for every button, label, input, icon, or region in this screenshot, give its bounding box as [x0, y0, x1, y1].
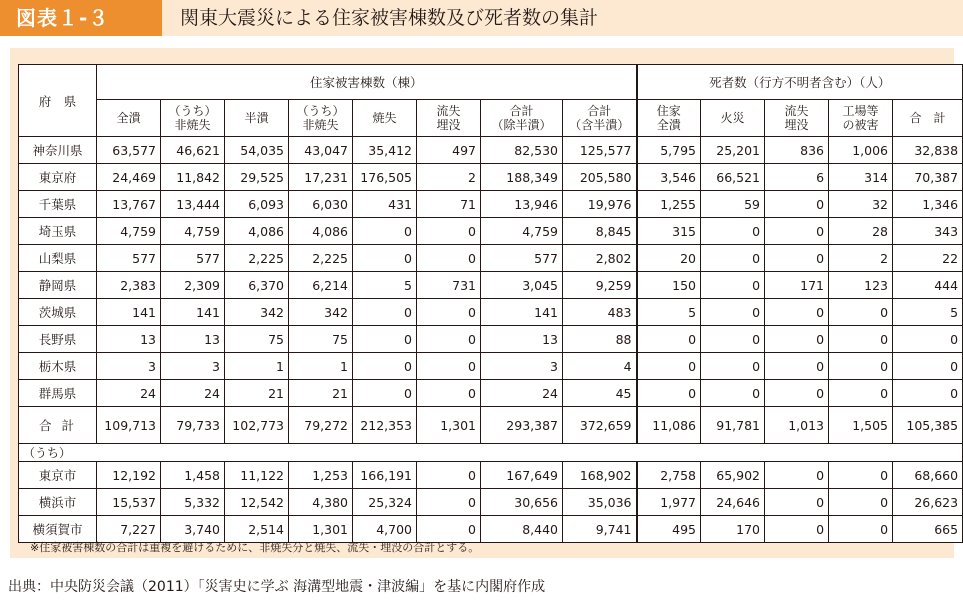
- table-cell: 0: [765, 489, 829, 516]
- table-cell: 0: [417, 489, 481, 516]
- table-cell: 2: [829, 245, 893, 272]
- table-cell: 5,332: [161, 489, 225, 516]
- table-cell: 5,795: [637, 137, 701, 164]
- page-title: 関東大震災による住家被害棟数及び死者数の集計: [180, 7, 599, 29]
- table-cell: 577: [161, 245, 225, 272]
- table-cell: 8,440: [481, 516, 563, 543]
- table-cell: 11,086: [637, 407, 701, 444]
- table-cell: 59: [701, 191, 765, 218]
- column-header: [353, 100, 417, 137]
- table-cell: 836: [765, 137, 829, 164]
- group-deaths-header: 死者数（行方不明者含む）（人）: [637, 65, 963, 100]
- table-cell: 65,902: [701, 462, 765, 489]
- table-cell: 0: [765, 380, 829, 407]
- column-header-line1: 焼失: [372, 111, 397, 125]
- table-cell: 0: [417, 218, 481, 245]
- table-cell: 28: [829, 218, 893, 245]
- column-header-line1: 流失: [784, 104, 809, 118]
- row-name: 千葉県: [19, 191, 97, 218]
- table-cell: 3,546: [637, 164, 701, 191]
- column-header-line2: 全潰: [656, 118, 681, 132]
- table-cell: 0: [893, 353, 963, 380]
- table-cell: 2,309: [161, 272, 225, 299]
- table-cell: 293,387: [481, 407, 563, 444]
- table-cell: 2,802: [563, 245, 637, 272]
- table-cell: 205,580: [563, 164, 637, 191]
- table-cell: 150: [637, 272, 701, 299]
- table-cell: 123: [829, 272, 893, 299]
- row-name: 静岡県: [19, 272, 97, 299]
- subtotal-label-row: [19, 444, 963, 462]
- table-cell: 6,370: [225, 272, 289, 299]
- table-cell: 25,324: [353, 489, 417, 516]
- table-cell: 0: [765, 191, 829, 218]
- table-cell: 141: [481, 299, 563, 326]
- table-cell: 13,767: [97, 191, 161, 218]
- table-row: [19, 299, 963, 326]
- table-cell: 45: [563, 380, 637, 407]
- footnote: ※住家被害棟数の合計は重複を避けるために、非焼失分と焼失、流失・埋没の合計とする。: [30, 541, 480, 554]
- source-citation: 出典：中央防災会議（2011）「災害史に学ぶ 海溝型地震・津波編」を基に内閣府作成: [8, 579, 546, 595]
- table-cell: 431: [353, 191, 417, 218]
- column-header: [829, 100, 893, 137]
- table-cell: 109,713: [97, 407, 161, 444]
- column-header-line1: 工場等: [842, 104, 879, 118]
- column-header: [637, 100, 701, 137]
- table-cell: 0: [893, 380, 963, 407]
- table-cell: 0: [353, 380, 417, 407]
- table-cell: 13,946: [481, 191, 563, 218]
- column-header: [289, 100, 353, 137]
- table-cell: 4,380: [289, 489, 353, 516]
- column-header-line1: 合計: [509, 104, 534, 118]
- table-cell: 35,036: [563, 489, 637, 516]
- table-cell: 4,086: [225, 218, 289, 245]
- column-header: [161, 100, 225, 137]
- table-cell: 0: [765, 326, 829, 353]
- row-header-prefecture: 府 県: [19, 65, 97, 137]
- table-cell: 105,385: [893, 407, 963, 444]
- table-cell: 13: [481, 326, 563, 353]
- table-cell: 22: [893, 245, 963, 272]
- table-cell: 0: [701, 272, 765, 299]
- row-name: 栃木県: [19, 353, 97, 380]
- table-cell: 9,259: [563, 272, 637, 299]
- table-cell: 24: [97, 380, 161, 407]
- table-cell: 13: [161, 326, 225, 353]
- table-cell: 102,773: [225, 407, 289, 444]
- table-cell: 4,759: [481, 218, 563, 245]
- column-header-line2: （除半潰）: [491, 118, 552, 132]
- column-header: [765, 100, 829, 137]
- table-cell: 24: [481, 380, 563, 407]
- table-cell: 2,225: [289, 245, 353, 272]
- table-cell: 13,444: [161, 191, 225, 218]
- table-cell: 75: [225, 326, 289, 353]
- table-cell: 167,649: [481, 462, 563, 489]
- table-cell: 0: [637, 353, 701, 380]
- group-header-row: [19, 65, 963, 100]
- table-cell: 497: [417, 137, 481, 164]
- table-cell: 1,458: [161, 462, 225, 489]
- row-name: 山梨県: [19, 245, 97, 272]
- table-cell: 141: [97, 299, 161, 326]
- table-cell: 0: [637, 380, 701, 407]
- table-cell: 24,646: [701, 489, 765, 516]
- table-cell: 577: [481, 245, 563, 272]
- row-name: 埼玉県: [19, 218, 97, 245]
- table-cell: 0: [353, 353, 417, 380]
- column-header-line2: （含半潰）: [569, 118, 630, 132]
- table-cell: 0: [829, 380, 893, 407]
- table-cell: 1,255: [637, 191, 701, 218]
- table-cell: 0: [353, 218, 417, 245]
- table-cell: 444: [893, 272, 963, 299]
- table-cell: 32,838: [893, 137, 963, 164]
- table-cell: 166,191: [353, 462, 417, 489]
- table-cell: 0: [417, 299, 481, 326]
- column-header: [225, 100, 289, 137]
- table-cell: 342: [289, 299, 353, 326]
- table-cell: 1,013: [765, 407, 829, 444]
- table-cell: 26,623: [893, 489, 963, 516]
- table-cell: 0: [829, 462, 893, 489]
- row-name: 茨城県: [19, 299, 97, 326]
- group-housing-header: 住家被害棟数（棟）: [97, 65, 637, 100]
- table-row: [19, 407, 963, 444]
- table-cell: 665: [893, 516, 963, 543]
- column-header: [417, 100, 481, 137]
- column-header-line1: 合 計: [909, 111, 946, 125]
- table-cell: 32: [829, 191, 893, 218]
- column-header-line1: 全潰: [116, 111, 141, 125]
- table-cell: 3: [481, 353, 563, 380]
- table-cell: 9,741: [563, 516, 637, 543]
- table-cell: 1,301: [289, 516, 353, 543]
- table-cell: 2: [417, 164, 481, 191]
- table-cell: 0: [353, 326, 417, 353]
- table-row: [19, 353, 963, 380]
- table-cell: 91,781: [701, 407, 765, 444]
- table-cell: 71: [417, 191, 481, 218]
- table-cell: 21: [289, 380, 353, 407]
- table-cell: 2,225: [225, 245, 289, 272]
- table-cell: 8,845: [563, 218, 637, 245]
- column-header-line2: の被害: [842, 118, 879, 132]
- table-cell: 1,505: [829, 407, 893, 444]
- table-cell: 63,577: [97, 137, 161, 164]
- table-cell: 17,231: [289, 164, 353, 191]
- table-cell: 0: [417, 326, 481, 353]
- column-header-line1: （うち）: [296, 104, 345, 118]
- table-cell: 2,514: [225, 516, 289, 543]
- table-cell: 0: [417, 516, 481, 543]
- table-cell: 0: [829, 299, 893, 326]
- table-cell: 4,759: [97, 218, 161, 245]
- table-cell: 46,621: [161, 137, 225, 164]
- column-header: [893, 100, 963, 137]
- table-cell: 0: [829, 326, 893, 353]
- table-row: [19, 326, 963, 353]
- table-cell: 75: [289, 326, 353, 353]
- table-cell: 0: [417, 462, 481, 489]
- column-header-line2: 埋没: [784, 118, 809, 132]
- table-cell: 5: [893, 299, 963, 326]
- table-cell: 495: [637, 516, 701, 543]
- table-row: [19, 462, 963, 489]
- table-cell: 0: [829, 516, 893, 543]
- table-cell: 0: [701, 299, 765, 326]
- table-cell: 35,412: [353, 137, 417, 164]
- table-row: [19, 489, 963, 516]
- table-cell: 6,030: [289, 191, 353, 218]
- column-header-line2: 埋没: [436, 118, 461, 132]
- table-cell: 212,353: [353, 407, 417, 444]
- table-cell: 0: [701, 353, 765, 380]
- table-cell: 3: [97, 353, 161, 380]
- table-cell: 0: [701, 218, 765, 245]
- row-name: 群馬県: [19, 380, 97, 407]
- table-row: [19, 191, 963, 218]
- column-header: [701, 100, 765, 137]
- table-cell: 4,700: [353, 516, 417, 543]
- table-cell: 70,387: [893, 164, 963, 191]
- table-cell: 20: [637, 245, 701, 272]
- table-cell: 731: [417, 272, 481, 299]
- table-cell: 0: [893, 326, 963, 353]
- column-header: [563, 100, 637, 137]
- figure-number-badge: 図表１‐３: [0, 0, 162, 36]
- table-cell: 372,659: [563, 407, 637, 444]
- table-cell: 12,192: [97, 462, 161, 489]
- table-cell: 170: [701, 516, 765, 543]
- row-name: 東京市: [19, 462, 97, 489]
- table-cell: 68,660: [893, 462, 963, 489]
- table-cell: 88: [563, 326, 637, 353]
- table-row: [19, 218, 963, 245]
- table-cell: 4: [563, 353, 637, 380]
- table-cell: 0: [417, 245, 481, 272]
- table-cell: 6,093: [225, 191, 289, 218]
- column-header-line1: （うち）: [168, 104, 217, 118]
- table-cell: 6,214: [289, 272, 353, 299]
- column-header-line1: 火災: [720, 111, 745, 125]
- table-cell: 1,006: [829, 137, 893, 164]
- table-cell: 0: [417, 380, 481, 407]
- table-cell: 0: [765, 299, 829, 326]
- table-cell: 0: [637, 326, 701, 353]
- table-cell: 176,505: [353, 164, 417, 191]
- table-cell: 54,035: [225, 137, 289, 164]
- column-header-row: [19, 100, 963, 137]
- table-cell: 4,086: [289, 218, 353, 245]
- table-cell: 6: [765, 164, 829, 191]
- column-header: [97, 100, 161, 137]
- damage-table: [18, 64, 963, 543]
- table-cell: 82,530: [481, 137, 563, 164]
- table-cell: 24,469: [97, 164, 161, 191]
- table-cell: 1: [225, 353, 289, 380]
- table-cell: 0: [765, 516, 829, 543]
- table-cell: 2,758: [637, 462, 701, 489]
- table-cell: 2,383: [97, 272, 161, 299]
- table-cell: 0: [353, 245, 417, 272]
- table-cell: 19,976: [563, 191, 637, 218]
- column-header-line1: 合計: [587, 104, 612, 118]
- table-cell: 79,733: [161, 407, 225, 444]
- table-cell: 7,227: [97, 516, 161, 543]
- table-cell: 0: [829, 489, 893, 516]
- table-cell: 24: [161, 380, 225, 407]
- row-name: 横須賀市: [19, 516, 97, 543]
- column-header-line1: 流失: [436, 104, 461, 118]
- table-row: [19, 380, 963, 407]
- uchi-label: （うち）: [19, 444, 963, 462]
- table-cell: 0: [353, 299, 417, 326]
- table-row: [19, 137, 963, 164]
- table-cell: 79,272: [289, 407, 353, 444]
- table-cell: 0: [701, 245, 765, 272]
- table-cell: 0: [765, 218, 829, 245]
- table-cell: 15,537: [97, 489, 161, 516]
- table-cell: 5: [353, 272, 417, 299]
- row-name: 横浜市: [19, 489, 97, 516]
- table-cell: 0: [765, 245, 829, 272]
- table-cell: 11,122: [225, 462, 289, 489]
- table-cell: 1,346: [893, 191, 963, 218]
- row-name: 長野県: [19, 326, 97, 353]
- table-cell: 0: [701, 380, 765, 407]
- table-cell: 0: [765, 353, 829, 380]
- column-header-line1: 住家: [656, 104, 681, 118]
- column-header-line1: 半潰: [244, 111, 269, 125]
- table-cell: 1,301: [417, 407, 481, 444]
- column-header-line2: 非焼失: [302, 118, 339, 132]
- table-row: [19, 245, 963, 272]
- table-cell: 5: [637, 299, 701, 326]
- table-cell: 315: [637, 218, 701, 245]
- table-cell: 188,349: [481, 164, 563, 191]
- table-cell: 66,521: [701, 164, 765, 191]
- column-header-line2: 非焼失: [174, 118, 211, 132]
- table-cell: 3: [161, 353, 225, 380]
- table-cell: 0: [829, 353, 893, 380]
- table-cell: 0: [765, 462, 829, 489]
- table-cell: 29,525: [225, 164, 289, 191]
- table-cell: 0: [701, 326, 765, 353]
- table-cell: 483: [563, 299, 637, 326]
- table-cell: 21: [225, 380, 289, 407]
- table-cell: 3,740: [161, 516, 225, 543]
- table-cell: 343: [893, 218, 963, 245]
- table-row: [19, 164, 963, 191]
- table-cell: 3,045: [481, 272, 563, 299]
- table-cell: 11,842: [161, 164, 225, 191]
- table-cell: 141: [161, 299, 225, 326]
- table-cell: 168,902: [563, 462, 637, 489]
- table-cell: 125,577: [563, 137, 637, 164]
- table-cell: 30,656: [481, 489, 563, 516]
- row-name: 東京府: [19, 164, 97, 191]
- table-cell: 13: [97, 326, 161, 353]
- table-cell: 25,201: [701, 137, 765, 164]
- table-cell: 577: [97, 245, 161, 272]
- table-cell: 342: [225, 299, 289, 326]
- row-name: 神奈川県: [19, 137, 97, 164]
- table-cell: 1,977: [637, 489, 701, 516]
- table-cell: 43,047: [289, 137, 353, 164]
- column-header: [481, 100, 563, 137]
- table-cell: 4,759: [161, 218, 225, 245]
- table-cell: 314: [829, 164, 893, 191]
- row-name: 合計: [19, 407, 97, 444]
- table-cell: 171: [765, 272, 829, 299]
- table-cell: 0: [417, 353, 481, 380]
- table-cell: 1,253: [289, 462, 353, 489]
- table-cell: 1: [289, 353, 353, 380]
- table-cell: 12,542: [225, 489, 289, 516]
- table-row: [19, 272, 963, 299]
